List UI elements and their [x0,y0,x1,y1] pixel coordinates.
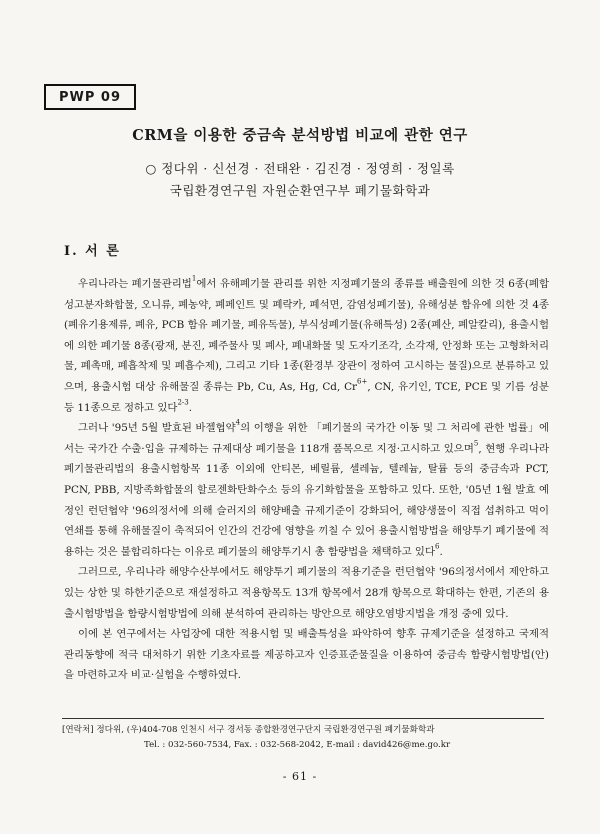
footnote-label: [연락처] [62,725,94,735]
paragraph-text: , 현행 우리나라 폐기물관리법의 용출시험항목 11종 이외에 안티몬, 베릴륨, 셀레늄, 텔레늄, 탈륨 등의 중금속과 PCT, PCN, PBB, 지방족화합물의 할로젠화탄화수소 등의 유기화합물을 포함하고 있다. 또한, '05년 1월 발효 예정인 런던협약 '96의정서에 의해 슬러지의 해양배출 규제기준이 강화되어, 해양생물이 직접 섭취하고 먹이연쇄를 통해 유해물질이 축적되어 인간의 건강에 영향을 끼칠 수 있어 용출시험방법을 해양투기 폐기물에 적용하는 것은 불합리하다는 이유로 폐기물의 해양투기시 총 함량법을 채택하고 있다 [64,442,549,558]
footnote-divider [62,718,544,719]
paragraph-text: , CN, 유기인, TCE, PCE 및 기름 성분 등 11종으로 정하고 있다 [64,380,549,414]
paragraph-text: . [188,401,193,414]
paragraph [64,274,549,418]
citation-superscript: 6 [435,542,440,551]
footnote-address: 정다위, (우)404-708 인천시 서구 경서동 종합환경연구단지 국립환경연구원 폐기물화학과 [96,725,435,735]
section-heading: I. 서 론 [64,244,121,259]
paragraph-text: 의 이행을 위한 「폐기물의 국가간 이동 및 그 처리에 관한 법률」에서는 국가간 수출·입을 규제하는 규제대상 폐기물을 118개 품목으로 지정·고시하고 있으며 [64,422,549,455]
contact-footnote [62,723,552,753]
citation-superscript: 6+ [357,377,368,386]
page-number: - 61 - [282,770,318,783]
body-text [64,274,549,686]
citation-superscript: 4 [235,418,241,427]
citation-superscript: 5 [473,439,479,448]
paper-title: CRM을 이용한 중금속 분석방법 비교에 관한 연구 [132,127,468,144]
citation-superscript: 1 [191,274,197,283]
poster-code-badge: PWP 09 [44,84,136,110]
citation-superscript: 2-3 [177,398,189,407]
paragraph [64,562,549,624]
author-list: ○ 정다위 · 신선경 · 전태완 · 김진경 · 정영희 · 정일록 [145,161,455,176]
paragraph [64,418,549,562]
paragraph-text: 우리나라는 폐기물관리법 [78,278,192,290]
paragraph-text: 이에 본 연구에서는 사업장에 대한 적용시험 및 배출특성을 파악하여 향후 규제기준을 설정하고 국제적 관리동향에 적극 대처하기 위한 기초자료를 제공하고자 인증표준물질을 이용하여 중금속 함량시험방법(안)을 마련하고자 비교·실험을 수행하였다. [64,628,549,682]
paragraph [64,624,549,686]
paragraph-text: 에서 유해폐기물 관리를 위한 지정폐기물의 종류를 배출원에 의한 것 6종(폐합성고분자화합물, 오니류, 폐농약, 폐페인트 및 폐락카, 폐석면, 감염성폐기물), 유해성분 함유에 의한 것 4종(폐유기용제류, 폐유, PCB 함유 폐기물, 폐유독물), 부식성폐기물(유해특성) 2종(폐산, 폐알칼리), 용출시험에 의한 폐기물 8종(광재, 분진, 폐주물사 및 폐사, 폐내화물 및 도자기조각, 소각재, 안정화 또는 고형화처리물, 폐촉매, 폐흡착제 및 폐흡수제), 그리고 기타 1종(환경부 장관이 정하여 고시하는 물질)으로 분류하고 있으며, 용출시험 대상 유해물질 종류는 Pb, Cu, As, Hg, Cd, Cr [64,278,549,393]
paragraph-text: 그러므로, 우리나라 해양수산부에서도 해양투기 폐기물의 적용기준을 런던협약 '96의정서에서 제안하고 있는 상한 및 하한기준으로 재설정하고 적용항목도 13개 항목에서 28개 항목으로 확대하는 한편, 기존의 용출시험방법을 함량시험방법에 의해 분석하여 관리하는 방안으로 해양오염방지법을 개정 중에 있다. [64,566,549,620]
paragraph-text: 그러나 '95년 5월 발효된 바젤협약 [78,422,236,435]
footnote-contact: Tel. : 032-560-7534, Fax. : 032-568-2042, E-mail : david426@me.go.kr [144,740,451,750]
affiliation: 국립환경연구원 자원순환연구부 폐기물화학과 [169,183,431,198]
paragraph-text: . [439,545,443,558]
